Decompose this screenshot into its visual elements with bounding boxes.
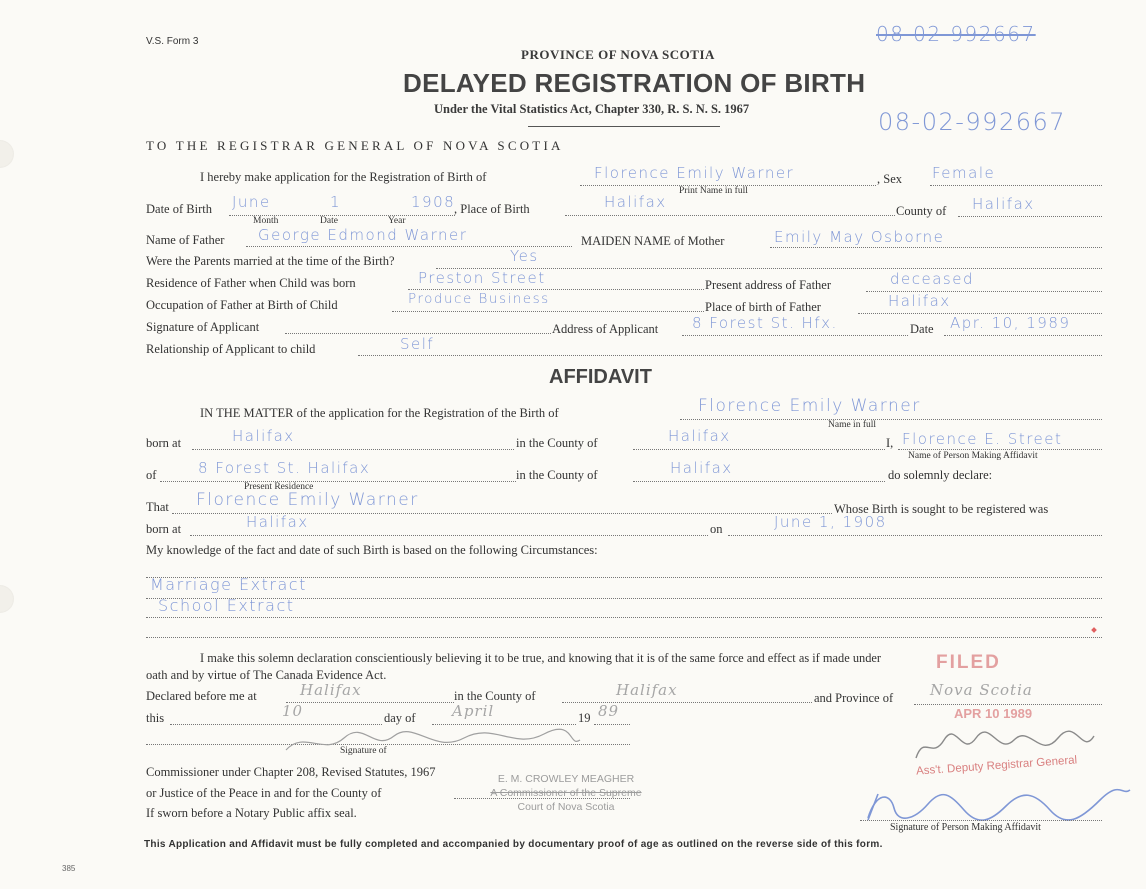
- day-of-label: day of: [384, 711, 416, 725]
- dotted-line: [860, 820, 1102, 821]
- year-value: 89: [598, 702, 620, 720]
- in-county-label: in the County of: [454, 689, 536, 703]
- dotted-line: [958, 216, 1102, 217]
- applicant-address-value: 8 Forest St. Hfx.: [692, 314, 838, 332]
- affidavit-heading: AFFIDAVIT: [549, 366, 652, 388]
- province-label: and Province of: [814, 691, 894, 705]
- dotted-line: [160, 481, 516, 482]
- father-birthplace-value: Halifax: [888, 292, 951, 310]
- solemn-line-1: I make this solemn declaration conscientiously believing it to be true, and knowing that it is of the same force and effect as if made under: [200, 651, 882, 665]
- on-label: on: [710, 522, 723, 536]
- of-label: of: [146, 468, 157, 482]
- print-name-caption: Print Name in full: [679, 186, 748, 196]
- dotted-line: [286, 702, 454, 703]
- place-label: , Place of Birth: [454, 202, 530, 216]
- occupation-label: Occupation of Father at Birth of Child: [146, 298, 338, 312]
- sig-person-caption: Signature of Person Making Affidavit: [890, 822, 1041, 833]
- signature-of-caption: Signature of: [340, 746, 387, 756]
- applicant-address-label: Address of Applicant: [552, 322, 659, 336]
- county-value: Halifax: [972, 195, 1035, 213]
- married-label: Were the Parents married at the time of the Birth?: [146, 254, 395, 268]
- subtitle: Under the Vital Statistics Act, Chapter 330, R. S. N. S. 1967: [434, 102, 750, 116]
- signature-label: Signature of Applicant: [146, 320, 260, 334]
- declared-at-value: Halifax: [300, 681, 362, 699]
- child-name: Florence Emily Warner: [594, 164, 795, 182]
- county-value-2: Halifax: [668, 427, 731, 445]
- dotted-line: [682, 335, 908, 336]
- sex-value: Female: [932, 164, 996, 182]
- dotted-line: [408, 289, 704, 290]
- born-at-label-2: born at: [146, 522, 182, 536]
- born-at-value: Halifax: [232, 427, 295, 445]
- father-birthplace-label: Place of birth of Father: [705, 300, 821, 314]
- deputy-registrar-stamp: Ass't. Deputy Registrar General: [915, 754, 1078, 778]
- commissioner-label: Commissioner under Chapter 208, Revised Statutes, 1967: [146, 765, 436, 779]
- present-address-value: deceased: [890, 270, 974, 288]
- dotted-line: [392, 311, 704, 312]
- dotted-line: [914, 704, 1102, 705]
- file-number-struck: 08-02-992667: [876, 22, 1036, 46]
- county-value-3: Halifax: [670, 459, 733, 477]
- dotted-line: [728, 535, 1102, 536]
- residence-caption: Present Residence: [244, 482, 314, 492]
- dotted-line: [285, 333, 551, 334]
- residence-value-2: 8 Forest St. Halifax: [198, 459, 371, 477]
- county-label-3: in the County of: [516, 468, 598, 482]
- page-title: DELAYED REGISTRATION OF BIRTH: [403, 68, 866, 98]
- dob-month: June: [232, 193, 271, 211]
- dob-date: 1: [330, 193, 342, 211]
- dotted-line: [930, 185, 1102, 186]
- notary-label: If sworn before a Notary Public affix seal.: [146, 806, 357, 820]
- this-label: this: [146, 711, 165, 725]
- dob-year: 1908: [411, 193, 456, 211]
- name-full-caption: Name in full: [828, 420, 877, 430]
- county-label: County of: [896, 204, 947, 218]
- dotted-line: [190, 535, 708, 536]
- year-caption: Year: [388, 216, 406, 226]
- form-code: V.S. Form 3: [146, 36, 199, 47]
- date-label: Date: [910, 322, 934, 336]
- province-heading: PROVINCE OF NOVA SCOTIA: [521, 47, 715, 62]
- relationship-value: Self: [400, 335, 435, 353]
- present-address-label: Present address of Father: [705, 278, 832, 292]
- declared-label: Declared before me at: [146, 689, 257, 703]
- addressee: TO THE REGISTRAR GENERAL OF NOVA SCOTIA: [146, 138, 564, 153]
- punch-hole: [0, 585, 14, 613]
- justice-label: or Justice of the Peace in and for the County of: [146, 786, 382, 800]
- dob-label: Date of Birth: [146, 202, 212, 216]
- whose-label: Whose Birth is sought to be registered was: [834, 502, 1049, 516]
- dotted-line: [594, 724, 630, 725]
- mother-name: Emily May Osborne: [774, 228, 945, 246]
- dotted-line: [146, 637, 1102, 638]
- red-mark: [1091, 627, 1097, 633]
- this-day-value: 10: [282, 702, 304, 720]
- file-number: 08-02-992667: [878, 108, 1067, 136]
- dotted-line: [680, 419, 1102, 420]
- title-rule: [528, 126, 720, 127]
- affiant-name: Florence E. Street: [902, 430, 1063, 448]
- footer-note: This Application and Affidavit must be fully completed and accompanied by documentary proof of age as outlined on the reverse side of this form.: [144, 839, 883, 850]
- dotted-line: [192, 449, 514, 450]
- in-county-value: Halifax: [616, 681, 678, 699]
- signature-scribble: [284, 728, 584, 758]
- circumstance-1: Marriage Extract: [150, 575, 307, 594]
- date-value: Apr. 10, 1989: [950, 314, 1071, 332]
- punch-hole: [0, 140, 14, 168]
- relationship-label: Relationship of Applicant to child: [146, 342, 316, 356]
- month-caption: Month: [253, 216, 279, 226]
- born-at-value-2: Halifax: [246, 513, 309, 531]
- that-name: Florence Emily Warner: [196, 490, 419, 510]
- filed-stamp: FILED: [936, 652, 1001, 673]
- filed-date-stamp: APR 10 1989: [954, 706, 1033, 721]
- matter-label: IN THE MATTER of the application for the Registration of the Birth of: [200, 406, 559, 420]
- that-label: That: [146, 500, 169, 514]
- county-label-2: in the County of: [516, 436, 598, 450]
- dotted-line: [432, 724, 576, 725]
- circumstance-2: School Extract: [158, 596, 295, 615]
- father-label: Name of Father: [146, 233, 225, 247]
- dotted-line: [358, 355, 1102, 356]
- commissioner-signature: [284, 728, 584, 763]
- year-prefix: 19: [578, 711, 591, 725]
- dotted-line: [146, 617, 1102, 618]
- knowledge-label: My knowledge of the fact and date of such Birth is based on the following Circumstances:: [146, 543, 598, 557]
- residence-value: Preston Street: [418, 269, 546, 287]
- occupation-value: Produce Business: [408, 291, 550, 307]
- dotted-line: [633, 449, 885, 450]
- month-value: April: [452, 702, 495, 720]
- dotted-line: [944, 335, 1102, 336]
- province-value: Nova Scotia: [930, 681, 1033, 699]
- solemn-line-2: oath and by virtue of The Canada Evidence Act.: [146, 668, 387, 682]
- commissioner-stamp: [488, 772, 644, 814]
- married-value: Yes: [510, 247, 539, 265]
- stamp-line-2: A Commissioner of the Supreme: [490, 787, 642, 799]
- dotted-line: [633, 481, 885, 482]
- intro-label: I hereby make application for the Registration of Birth of: [200, 170, 487, 184]
- place-value: Halifax: [604, 193, 667, 211]
- mother-label: MAIDEN NAME of Mother: [581, 234, 725, 248]
- stamp-line-3: Court of Nova Scotia: [517, 801, 615, 813]
- on-date: June 1, 1908: [774, 513, 887, 531]
- affiant-caption: Name of Person Making Affidavit: [908, 451, 1038, 461]
- dotted-line: [770, 247, 1102, 248]
- born-at-label: born at: [146, 436, 182, 450]
- declare-label: do solemnly declare:: [888, 468, 993, 482]
- date-caption: Date: [320, 216, 338, 226]
- sex-label: , Sex: [877, 172, 902, 186]
- print-code: 385: [62, 864, 76, 873]
- residence-label: Residence of Father when Child was born: [146, 276, 356, 290]
- i-label: I,: [886, 436, 894, 450]
- dotted-line: [170, 724, 382, 725]
- father-name: George Edmond Warner: [258, 226, 468, 244]
- dotted-line: [898, 449, 1102, 450]
- matter-name: Florence Emily Warner: [698, 396, 921, 416]
- dotted-line: [565, 215, 895, 216]
- stamp-line-1: E. M. CROWLEY MEAGHER: [497, 773, 635, 785]
